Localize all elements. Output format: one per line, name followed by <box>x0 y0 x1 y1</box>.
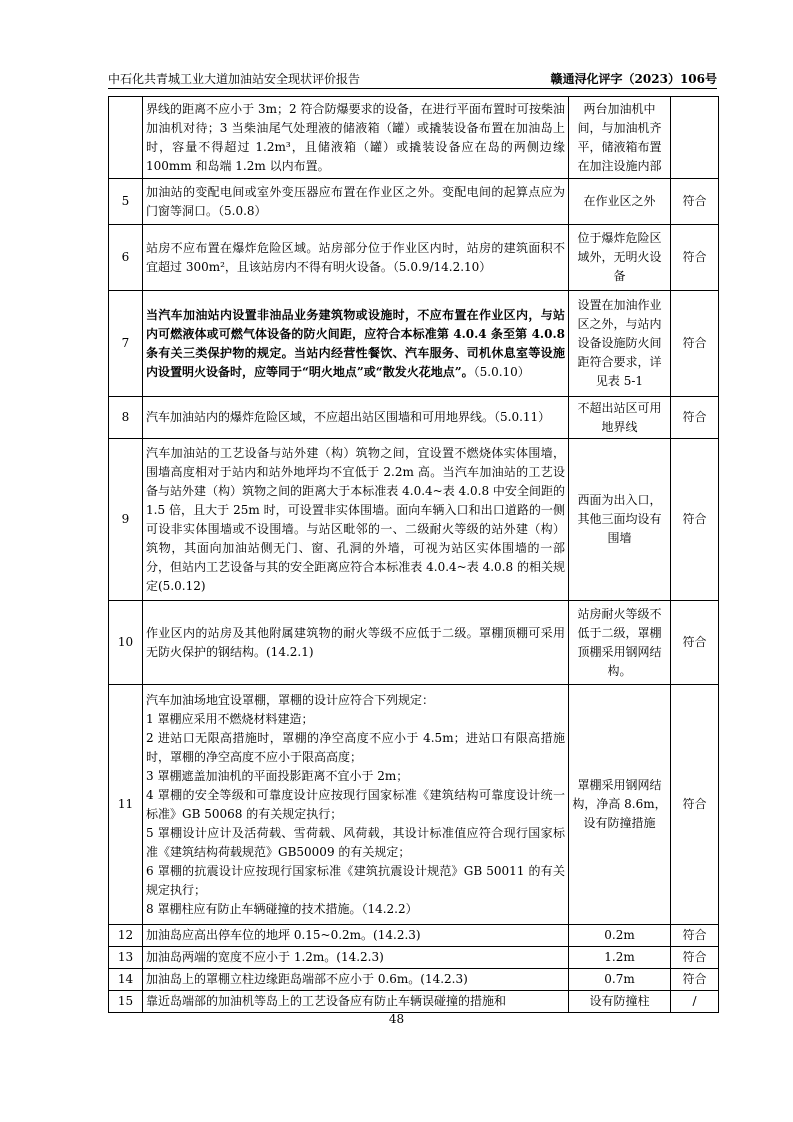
requirement-line: 汽车加油场地宜设罩棚，罩棚的设计应符合下列规定： <box>146 692 435 707</box>
table-row <box>109 685 719 925</box>
actual-condition: 不超出站区可用地界线 <box>569 397 671 439</box>
requirement-text: 汽车加油站内的爆炸危险区域，不应超出站区围墙和可用地界线。（5.0.11） <box>143 397 569 439</box>
table-row <box>109 925 719 947</box>
check-result: 符合 <box>671 225 719 291</box>
actual-condition: 设有防撞柱 <box>569 991 671 1013</box>
actual-condition: 位于爆炸危险区域外，无明火设备 <box>569 225 671 291</box>
check-result: 符合 <box>671 969 719 991</box>
actual-condition: 1.2m <box>569 947 671 969</box>
table-row <box>109 601 719 685</box>
report-title: 中石化共青城工业大道加油站安全现状评价报告 <box>108 72 361 86</box>
table-row <box>109 947 719 969</box>
requirement-text: 靠近岛端部的加油机等岛上的工艺设备应有防止车辆误碰撞的措施和 <box>143 991 569 1013</box>
requirement-text: 加油岛应高出停车位的地坪 0.15~0.2m。(14.2.3) <box>143 925 569 947</box>
check-result: / <box>671 991 719 1013</box>
requirement-text: 界线的距离不应小于 3m；2 符合防爆要求的设备，在进行平面布置时可按柴油加油机对待；3 当柴油尾气处理液的储液箱（罐）或撬装设备布置在加油岛上时，容量不得超过 1.2m³，且储液箱（罐）或撬装设备应在岛的两侧边缘 100mm 和岛端 1.2m 以内布置。 <box>143 97 569 179</box>
row-number: 6 <box>109 225 143 291</box>
requirement-line: 5 罩棚设计应计及活荷载、雪荷载、风荷载，其设计标准值应符合现行国家标准《建筑结构荷载规范》GB50009 的有关规定； <box>146 825 565 859</box>
actual-condition: 0.2m <box>569 925 671 947</box>
table-row <box>109 179 719 225</box>
requirement-text: 加油岛上的罩棚立柱边缘距岛端部不应小于 0.6m。(14.2.3) <box>143 969 569 991</box>
report-number: 赣通浔化评字（2023）106号 <box>550 72 717 86</box>
table-row <box>109 969 719 991</box>
page-number: 48 <box>388 1012 405 1026</box>
row-number: 10 <box>109 601 143 685</box>
actual-condition: 设置在加油作业区之外，与站内设备设施防火间距符合要求，详见表 5-1 <box>569 291 671 397</box>
requirement-text <box>143 685 569 925</box>
row-number: 9 <box>109 439 143 601</box>
requirement-line: 4 罩棚的安全等级和可靠度设计应按现行国家标准《建筑结构可靠度设计统一标准》GB 50068 的有关规定执行； <box>146 787 565 821</box>
actual-condition: 罩棚采用钢网结构，净高 8.6m，设有防撞措施 <box>569 685 671 925</box>
row-number: 12 <box>109 925 143 947</box>
check-result: 符合 <box>671 925 719 947</box>
check-result: 符合 <box>671 439 719 601</box>
row-number: 8 <box>109 397 143 439</box>
requirement-text: 作业区内的站房及其他附属建筑物的耐火等级不应低于二级。罩棚顶棚可采用无防火保护的钢结构。(14.2.1) <box>143 601 569 685</box>
requirement-bold-text: 当汽车加油站内设置非油品业务建筑物或设施时，不应布置在作业区内，与站内可燃液体或可燃气体设备的防火间距，应符合本标准第 4.0.4 条至第 4.0.8 条有关三类保护物的规定。当站内经营性餐饮、汽车服务、司机休息室等设施内设置明火设备时，应等同于“明火地点”或“散发火花地点”。 <box>146 307 565 379</box>
row-number: 14 <box>109 969 143 991</box>
row-number: 5 <box>109 179 143 225</box>
requirement-line: 2 进站口无限高措施时，罩棚的净空高度不应小于 4.5m；进站口有限高措施时，罩棚的净空高度不应小于限高高度； <box>146 730 565 764</box>
check-result: 符合 <box>671 179 719 225</box>
check-result: 符合 <box>671 685 719 925</box>
table-row <box>109 97 719 179</box>
check-result: 符合 <box>671 397 719 439</box>
table-row <box>109 397 719 439</box>
requirement-line: 1 罩棚应采用不燃烧材料建造； <box>146 711 314 726</box>
requirement-line: 3 罩棚遮盖加油机的平面投影距离不宜小于 2m； <box>146 768 409 783</box>
requirement-text: 加油岛两端的宽度不应小于 1.2m。(14.2.3) <box>143 947 569 969</box>
requirement-line: 8 罩棚柱应有防止车辆碰撞的技术措施。（14.2.2） <box>146 901 418 916</box>
actual-condition: 站房耐火等级不低于二级，罩棚顶棚采用钢网结构。 <box>569 601 671 685</box>
requirement-clause-ref: （5.0.10） <box>473 364 530 379</box>
table-row <box>109 225 719 291</box>
table-row <box>109 439 719 601</box>
page-header <box>108 68 717 89</box>
check-result: 符合 <box>671 601 719 685</box>
actual-condition: 0.7m <box>569 969 671 991</box>
check-result <box>671 97 719 179</box>
requirement-text: 汽车加油站的工艺设备与站外建（构）筑物之间，宜设置不燃烧体实体围墙，围墙高度相对于站内和站外地坪均不宜低于 2.2m 高。当汽车加油站的工艺设备与站外建（构）筑物之间的距离大于本标准表 4.0.4~表 4.0.8 中安全间距的 1.5 倍，且大于 25m 时，可设置非实体围墙。面向车辆入口和出口道路的一侧可设非实体围墙或不设围墙。与站区毗邻的一、二级耐火等级的站外建（构）筑物，其面向加油站侧无门、窗、孔洞的外墙，可视为站区实体围墙的一部分，但站内工艺设备与其的安全距离应符合本标准表 4.0.4~表 4.0.8 的相关规定(5.0.12) <box>143 439 569 601</box>
actual-condition: 在作业区之外 <box>569 179 671 225</box>
check-result: 符合 <box>671 947 719 969</box>
requirement-text: 站房不应布置在爆炸危险区域。站房部分位于作业区内时，站房的建筑面积不宜超过 300m²，且该站房内不得有明火设备。（5.0.9/14.2.10） <box>143 225 569 291</box>
requirement-text: 加油站的变配电间或室外变压器应布置在作业区之外。变配电间的起算点应为门窗等洞口。（5.0.8） <box>143 179 569 225</box>
requirement-line: 6 罩棚的抗震设计应按现行国家标准《建筑抗震设计规范》GB 50011 的有关规定执行； <box>146 863 565 897</box>
table-row <box>109 991 719 1013</box>
row-number: 13 <box>109 947 143 969</box>
requirement-text <box>143 291 569 397</box>
actual-condition: 两台加油机中间，与加油机齐平，储液箱布置在加注设施内部 <box>569 97 671 179</box>
row-number <box>109 97 143 179</box>
row-number: 15 <box>109 991 143 1013</box>
row-number: 11 <box>109 685 143 925</box>
table-row <box>109 291 719 397</box>
row-number: 7 <box>109 291 143 397</box>
check-result: 符合 <box>671 291 719 397</box>
actual-condition: 西面为出入口，其他三面均设有围墙 <box>569 439 671 601</box>
safety-check-table <box>108 96 719 1013</box>
